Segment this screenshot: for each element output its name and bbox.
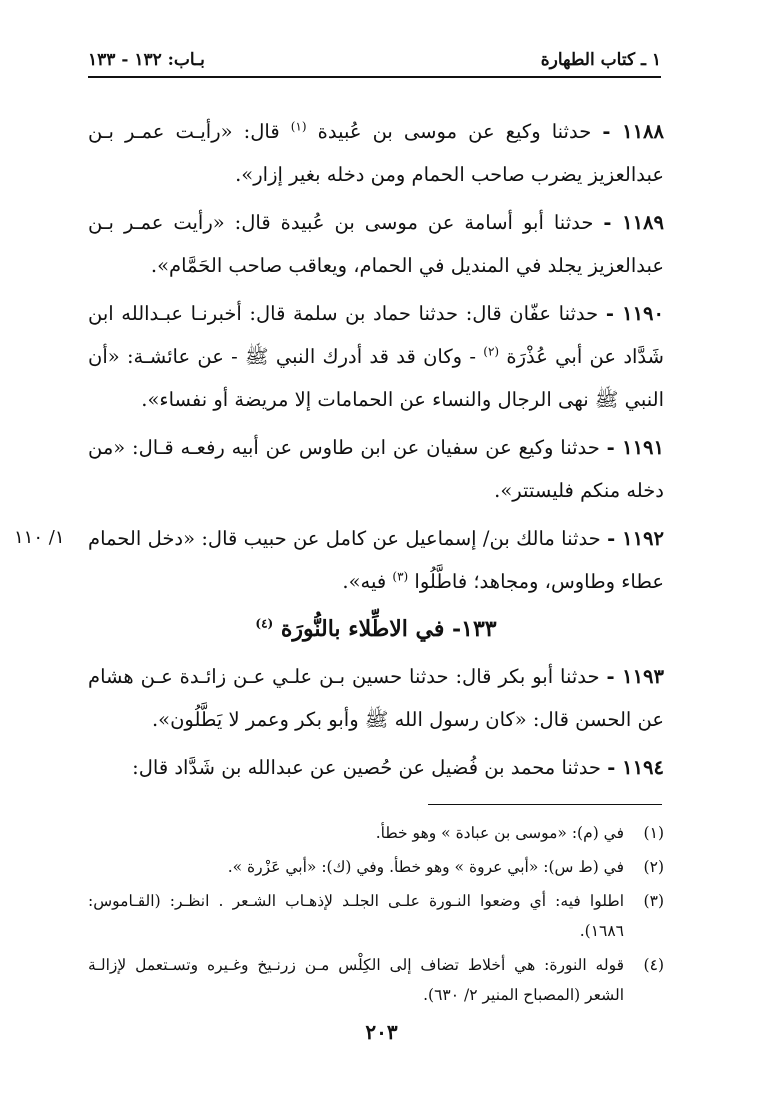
hadith-text-tail: - وكان قد قد أدرك النبي ﷺ - عن عائشـة: «أن النبي ﷺ نهى الرجال والنساء عن الحمامات إلا مريضة أو نفساء». — [88, 345, 664, 411]
hadith-text: حدثنا محمد بن فُضيل عن حُصين عن عبدالله بن شَدَّاد قال: — [132, 756, 601, 779]
hadith-text: حدثنا مالك بن/ إسماعيل عن كامل عن حبيب قال: «دخل الحمام عطاء وطاوس، ومجاهد؛ فاطَّلُوا — [88, 527, 664, 593]
book-title: ١ ـ كتاب الطهارة — [540, 50, 661, 70]
section-heading — [88, 608, 664, 651]
hadith-number: ١١٩٣ - — [606, 665, 664, 688]
hadith-1191 — [88, 426, 664, 512]
hadith-text: حدثنا وكيع عن موسى بن عُبيدة — [317, 120, 592, 143]
hadith-number: ١١٩٤ - — [607, 756, 664, 779]
footnote-number: (٤) — [643, 956, 664, 974]
footnote-4 — [88, 950, 664, 1010]
footnote-number: (٣) — [643, 892, 664, 910]
footnote-2 — [88, 852, 664, 882]
footnote-ref: (٣) — [392, 569, 409, 584]
footnote-3 — [88, 886, 664, 946]
hadith-number: ١١٨٩ - — [603, 211, 665, 234]
margin-manuscript-ref: ١/ ١١٠ — [14, 527, 65, 548]
section-title: ١٣٣- في الاطِّلاء بالنُّورَة — [280, 616, 497, 642]
hadith-text: حدثنا عفّان قال: حدثنا حماد بن سلمة قال: أخبرنـا عبـدالله ابن شَدَّاد عن أبي عُذْرَة — [88, 302, 664, 368]
hadith-number: ١١٩٠ - — [605, 302, 665, 325]
footnote-number: (١) — [643, 824, 664, 842]
footnote-separator — [428, 804, 662, 805]
hadith-text: حدثنا وكيع عن سفيان عن ابن طاوس عن أبيه رفعـه قـال: «من دخله منكم فليستتر». — [88, 436, 664, 502]
hadith-number: ١١٩٢ - — [607, 527, 664, 550]
footnote-1 — [88, 818, 664, 848]
page-number: ٢٠٣ — [365, 1020, 398, 1044]
hadith-text: حدثنا أبو أسامة عن موسى بن عُبيدة قال: «رأيت عمـر بـن عبدالعزيز يجلد في المنديل في الحمام، ويعاقب صاحب الحَمَّام». — [88, 211, 664, 277]
hadith-text-tail: قال: «رأيـت عمـر بـن عبدالعزيز يضرب صاحب الحمام ومن دخله بغير إزار». — [88, 120, 664, 186]
footnotes — [88, 818, 664, 1014]
footnote-text: في (ط س): «أبي عروة » وهو خطأ. وفي (ك): «أبي عَزْرة ». — [227, 858, 624, 876]
hadith-number: ١١٩١ - — [606, 436, 664, 459]
hadith-1192 — [88, 517, 664, 603]
footnote-ref: (٢) — [483, 344, 500, 359]
footnote-ref: (٤) — [255, 616, 274, 631]
footnote-text: اطلوا فيه: أي وضعوا النـورة علـى الجلـد لإذهـاب الشـعر . انظـر: (القـاموس: ١٦٨٦). — [88, 892, 624, 940]
footnote-number: (٢) — [643, 858, 664, 876]
footnote-ref: (١) — [290, 119, 307, 134]
hadith-number: ١١٨٨ - — [602, 120, 664, 143]
main-text — [88, 110, 664, 794]
chapter-range: بـاب: ١٣٢ - ١٣٣ — [88, 50, 205, 70]
hadith-1190 — [88, 292, 664, 421]
hadith-1189 — [88, 201, 664, 287]
hadith-text: حدثنا أبو بكر قال: حدثنا حسين بـن علـي عـن زائـدة عـن هشام عن الحسن قال: «كان رسول الله ﷺ وأبو بكر وعمر لا يَطَّلُون». — [88, 665, 664, 731]
hadith-1194 — [88, 746, 664, 789]
footnote-text: قوله النورة: هي أخلاط تضاف إلى الكِلْس مـن زرنـيخ وغـيره وتسـتعمل لإزالـة الشعر (المصباح المنير ٢/ ٦٣٠). — [88, 956, 624, 1004]
hadith-1193 — [88, 655, 664, 741]
footnote-text: في (م): «موسى بن عبادة » وهو خطأ. — [375, 824, 624, 842]
hadith-text-tail: فيه». — [342, 570, 387, 593]
running-header — [88, 46, 661, 78]
hadith-1188 — [88, 110, 664, 196]
